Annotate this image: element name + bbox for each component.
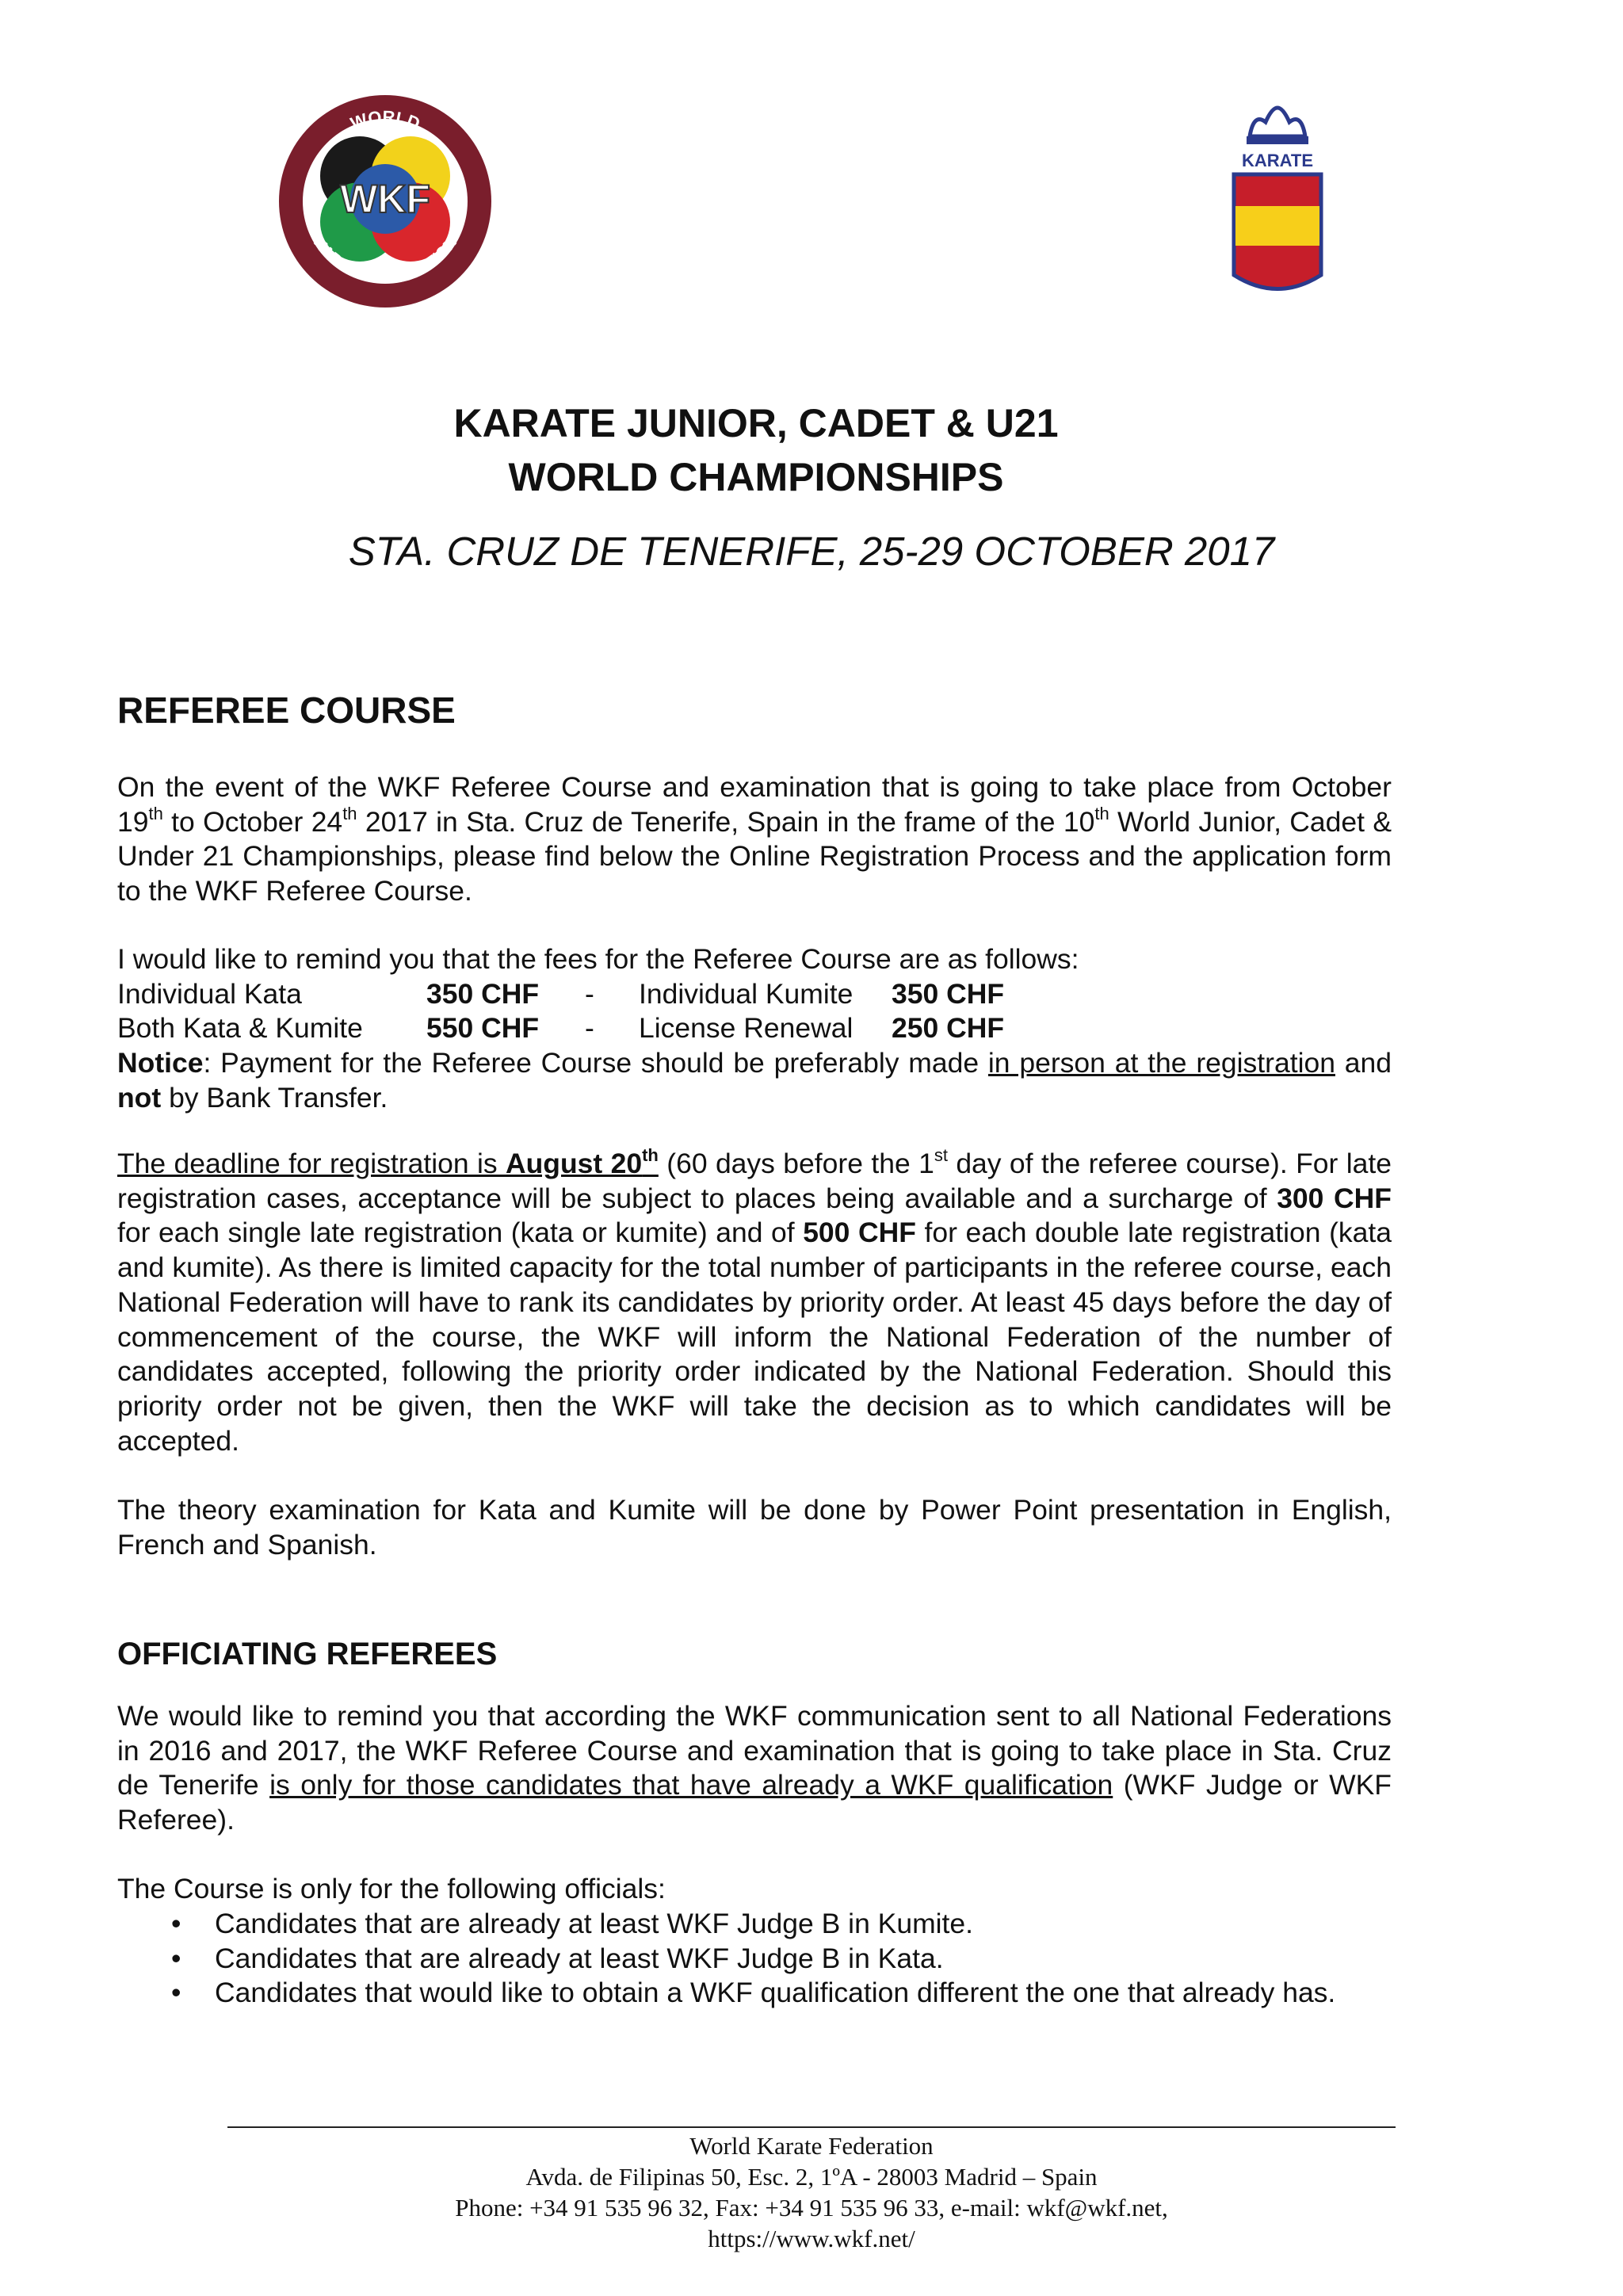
- intro-paragraph: On the event of the WKF Referee Course and examination that is going to take place from October 19th to October 24th 2017 in Sta. Cruz de Tenerife, Spain in the frame of the 10th World Junior, Cadet & Under 21 Championships, please find below the Online Registration Process and the application form to the WKF Referee Course.: [117, 771, 1392, 907]
- wkf-logo-top-text: WORLD: [347, 106, 423, 134]
- wkf-logo: [277, 94, 493, 309]
- fee-row: [117, 1011, 1392, 1046]
- list-intro: The Course is only for the following officials:: [117, 1873, 666, 1904]
- fee-label: Both Kata & Kumite: [117, 1012, 363, 1045]
- officiating-paragraph: We would like to remind you that according the WKF communication sent to all National Federations in 2016 and 2017, the WKF Referee Course and examination that is going to take place in Sta. Cruz de Tenerife is only for those candidates that have already a WKF qualification (WKF Judge or WKF Referee).: [117, 1700, 1392, 1836]
- fee-separator: -: [585, 1012, 594, 1045]
- list-item: • Candidates that are already at least WKF Judge B in Kata.: [117, 1942, 1392, 1977]
- footer-org-name: World Karate Federation: [689, 2132, 934, 2160]
- footer-website: https://www.wkf.net/: [708, 2225, 915, 2252]
- section-heading-referee-course: REFEREE COURSE: [117, 690, 456, 731]
- rfek-logo: [1226, 105, 1329, 303]
- fee-label: Individual Kata: [117, 977, 302, 1010]
- bullet-icon: •: [171, 1908, 181, 1939]
- payment-notice: Notice: Payment for the Referee Course should be preferably made in person at the registration and not by Bank Transfer.: [117, 1047, 1392, 1114]
- title-line-1: KARATE JUNIOR, CADET & U21: [453, 401, 1059, 445]
- footer: [227, 2130, 1396, 2254]
- fees-paragraph: [117, 942, 1392, 1115]
- wkf-logo-center-text: WKF: [340, 177, 430, 221]
- fee-label: License Renewal: [639, 1012, 854, 1045]
- deadline-paragraph: The deadline for registration is August 20th (60 days before the 1st day of the referee course). For late registration cases, acceptance will be subject to places being available and a surcharge of 300 CHF for each single late registration (kata or kumite) and of 500 CHF for each double late registration (kata and kumite). As there is limited capacity for the total number of participants in the referee course, each National Federation will have to rank its candidates by priority order. At least 45 days before the day of commencement of the course, the WKF will inform the National Federation of the number of candidates accepted, following the priority order indicated by the National Federation. Should this priority order not be given, then the WKF will take the decision as to which candidates will be accepted.: [117, 1145, 1392, 1457]
- theory-paragraph: The theory examination for Kata and Kumite will be done by Power Point presentation in English, French and Spanish.: [117, 1494, 1392, 1561]
- footer-contact: Phone: +34 91 535 96 32, Fax: +34 91 535 96 33, e-mail: wkf@wkf.net,: [455, 2194, 1168, 2222]
- wkf-logo-bottom-text: KARATE FEDERATION: [309, 234, 461, 286]
- fee-label: Individual Kumite: [639, 977, 854, 1010]
- fee-price: 350 CHF: [892, 977, 1005, 1010]
- section-heading-officiating-referees: OFFICIATING REFEREES: [117, 1637, 498, 1671]
- fee-separator: -: [585, 977, 594, 1010]
- event-subtitle: STA. CRUZ DE TENERIFE, 25-29 OCTOBER 2017: [348, 529, 1275, 574]
- rfek-logo-label: KARATE: [1241, 151, 1314, 170]
- bullet-icon: •: [171, 1942, 181, 1974]
- fee-price: 350 CHF: [426, 977, 540, 1010]
- fee-price: 550 CHF: [426, 1012, 540, 1045]
- fees-intro: I would like to remind you that the fees for the Referee Course are as follows:: [117, 943, 1079, 975]
- title-line-2: WORLD CHAMPIONSHIPS: [508, 455, 1004, 499]
- fee-price: 250 CHF: [892, 1012, 1005, 1045]
- fee-row: [117, 977, 1392, 1012]
- officials-list: [117, 1907, 1392, 2011]
- list-item: • Candidates that would like to obtain a WKF qualification different the one that already has.: [117, 1976, 1392, 2011]
- bullet-icon: •: [171, 1977, 181, 2009]
- footer-address: Avda. de Filipinas 50, Esc. 2, 1ºA - 28003 Madrid – Spain: [525, 2163, 1098, 2191]
- footer-divider: [227, 2126, 1396, 2128]
- list-item: • Candidates that are already at least WKF Judge B in Kumite.: [117, 1907, 1392, 1942]
